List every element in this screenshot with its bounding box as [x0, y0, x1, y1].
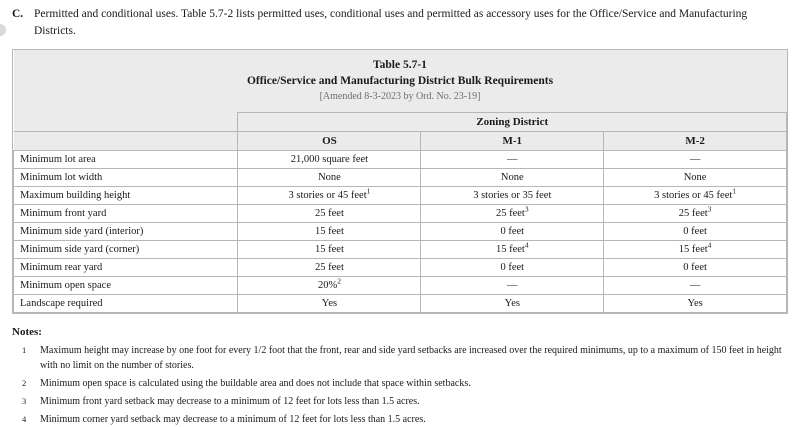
table-title-cell: [14, 50, 787, 113]
footnote-ref: 4: [707, 240, 712, 250]
cell-value: —: [421, 151, 604, 169]
note-item: [12, 376, 786, 391]
notes-section: [12, 326, 786, 427]
column-header-os: OS: [238, 132, 421, 151]
note-item: [12, 394, 786, 409]
cell-value: 21,000 square feet: [238, 151, 421, 169]
intro-label: C.: [12, 8, 24, 20]
group-header-spacer: [14, 113, 238, 132]
cell-value: Yes: [238, 295, 421, 313]
cell-value: —: [604, 277, 787, 295]
note-number: 4: [22, 414, 27, 425]
table-row: [14, 151, 787, 169]
row-label: Minimum lot width: [14, 169, 238, 187]
table-row: [14, 187, 787, 205]
cell-value: 25 feet: [238, 205, 421, 223]
footnote-ref: 1: [732, 186, 737, 196]
row-label: Minimum side yard (corner): [14, 241, 238, 259]
footnote-ref: 1: [366, 186, 371, 196]
table-row: [14, 223, 787, 241]
row-label: Minimum rear yard: [14, 259, 238, 277]
table-row: [14, 241, 787, 259]
footnote-ref: 3: [707, 204, 712, 214]
table-row: [14, 259, 787, 277]
note-text: Minimum front yard setback may decrease to a minimum of 12 feet for lots less than 1.5 acres.: [40, 396, 420, 408]
table-amendment-note: [Amended 8-3-2023 by Ord. No. 23-19]: [319, 91, 481, 103]
notes-heading: Notes:: [12, 326, 42, 339]
row-label: Minimum front yard: [14, 205, 238, 223]
note-text: Minimum open space is calculated using the buildable area and does not include that space within setbacks.: [40, 378, 471, 390]
cell-value: 3 stories or 35 feet: [421, 187, 604, 205]
cell-value: 15 feet$^4$: [604, 241, 787, 259]
intro-paragraph: [0, 0, 800, 39]
cell-value: 0 feet: [421, 259, 604, 277]
note-number: 3: [22, 396, 27, 407]
note-text: Maximum height may increase by one foot for every 1/2 foot that the front, rear and side yard setbacks are increased over the required minimums, up to a maximum of 150 feet in height with no limit on the number of stories.: [40, 345, 782, 372]
cell-value: 25 feet$^3$: [421, 205, 604, 223]
table-column-header-row: [14, 132, 787, 151]
intro-text: Permitted and conditional uses. Table 5.7-2 lists permitted uses, conditional uses and permitted as accessory uses for the Office/Service and Manufacturing Districts.: [34, 8, 748, 37]
cell-value: 25 feet: [238, 259, 421, 277]
note-text: Minimum corner yard setback may decrease to a minimum of 12 feet for lots less than 1.5 acres.: [40, 414, 426, 426]
note-item: [12, 412, 786, 427]
row-label: Minimum lot area: [14, 151, 238, 169]
cell-value: —: [421, 277, 604, 295]
cell-value: 20%$^2$: [238, 277, 421, 295]
cell-value: None: [421, 169, 604, 187]
cell-value: 15 feet: [238, 223, 421, 241]
table-title-row: [14, 50, 787, 113]
row-label: Landscape required: [14, 295, 238, 313]
cell-value: 3 stories or 45 feet$^1$: [604, 187, 787, 205]
group-header-zoning-district: Zoning District: [238, 113, 787, 132]
cell-value: —: [604, 151, 787, 169]
table-row: [14, 205, 787, 223]
row-label: Minimum side yard (interior): [14, 223, 238, 241]
table-row: [14, 295, 787, 313]
cell-value: 0 feet: [421, 223, 604, 241]
column-header-spacer: [14, 132, 238, 151]
column-header-m1: M-1: [421, 132, 604, 151]
cell-value: None: [604, 169, 787, 187]
footnote-ref: 3: [524, 204, 529, 214]
table-group-header-row: [14, 113, 787, 132]
cell-value: 15 feet$^4$: [421, 241, 604, 259]
cell-value: Yes: [604, 295, 787, 313]
note-item: [12, 343, 786, 373]
footnote-ref: 4: [524, 240, 529, 250]
note-number: 2: [22, 378, 27, 389]
footnote-ref: 2: [337, 276, 341, 286]
cell-value: 15 feet: [238, 241, 421, 259]
cell-value: 25 feet$^3$: [604, 205, 787, 223]
cell-value: 0 feet: [604, 223, 787, 241]
row-label: Maximum building height: [14, 187, 238, 205]
note-number: 1: [22, 345, 27, 356]
bulk-requirements-table: [12, 49, 788, 314]
cell-value: None: [238, 169, 421, 187]
table-title-line-1: Table 5.7-1: [373, 59, 427, 72]
column-header-m2: M-2: [604, 132, 787, 151]
row-label: Minimum open space: [14, 277, 238, 295]
cell-value: 0 feet: [604, 259, 787, 277]
cell-value: Yes: [421, 295, 604, 313]
cell-value: 3 stories or 45 feet$^1$: [238, 187, 421, 205]
table-row: [14, 169, 787, 187]
table-row: [14, 277, 787, 295]
table-title-line-2: Office/Service and Manufacturing District Bulk Requirements: [246, 74, 554, 87]
